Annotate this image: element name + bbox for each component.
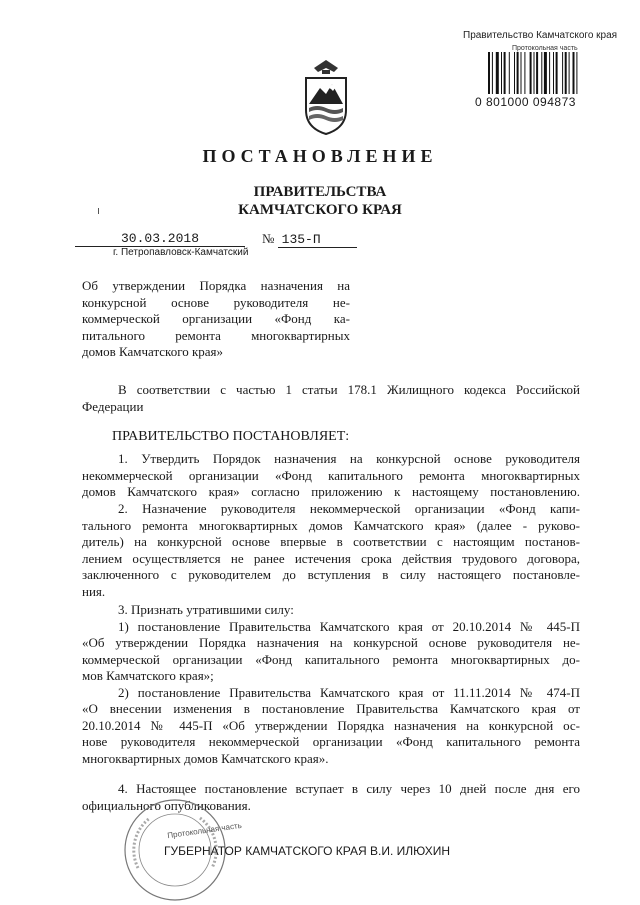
barcode-bar bbox=[536, 52, 538, 94]
header-part-label: Протокольная часть bbox=[512, 45, 578, 52]
barcode-bar bbox=[562, 52, 563, 94]
text-line: многоквартирных домов Камчатского края». bbox=[82, 750, 329, 766]
barcode-bar bbox=[565, 52, 567, 94]
document-number: 135-П bbox=[278, 233, 357, 248]
text-line: тального ремонта многоквартирных домов Камчатского края» (далее - руково- bbox=[82, 517, 580, 533]
text-line: Федерации bbox=[82, 398, 144, 414]
barcode-bar bbox=[576, 52, 577, 94]
barcode-bar bbox=[496, 52, 499, 94]
document-number-field bbox=[262, 232, 357, 248]
paragraph-1 bbox=[82, 451, 580, 501]
barcode-bar bbox=[553, 52, 554, 94]
text-line: нове руководителя некоммерческой организации «Фонд капитального ремонта bbox=[82, 734, 580, 749]
text-line: дитель) на конкурсной основе впервые в соответствии с настоящим постанов- bbox=[82, 534, 580, 549]
barcode-bar bbox=[544, 52, 547, 94]
barcode-bar bbox=[488, 52, 490, 94]
barcode-bar bbox=[517, 52, 519, 94]
document-subject bbox=[82, 278, 350, 361]
city-label: г. Петропавловск-Камчатский bbox=[113, 247, 249, 258]
barcode-bar bbox=[501, 52, 502, 94]
barcode-bar bbox=[541, 52, 542, 94]
barcode bbox=[488, 52, 613, 94]
text-line: 4. Настоящее постановление вступает в силу через 10 дней после дня его bbox=[118, 781, 580, 796]
text-line: домов Камчатского края» согласно приложению к настоящему постановлению. bbox=[82, 484, 580, 499]
paragraph-3 bbox=[82, 602, 580, 767]
number-sign: № bbox=[262, 231, 275, 246]
text-line: 2) постановление Правительства Камчатского края от 11.11.2014 № 474-П bbox=[118, 684, 580, 700]
text-line: 1) постановление Правительства Камчатского края от 20.10.2014 № 445-П bbox=[118, 618, 580, 634]
text-line: мов Камчатского края»; bbox=[82, 668, 214, 683]
barcode-number: 0 801000 094873 bbox=[475, 95, 576, 109]
barcode-bar bbox=[521, 52, 522, 94]
barcode-bar bbox=[573, 52, 575, 94]
text-line: 20.10.2014 № 445-П «Об утверждении Порядка назначения на конкурсной ос- bbox=[82, 717, 580, 733]
subject-line: конкурсной основе руководителя не- bbox=[82, 294, 350, 310]
paragraph-2 bbox=[82, 501, 580, 600]
text-line: 3. Признать утратившими силу: bbox=[118, 602, 294, 617]
margin-mark bbox=[98, 208, 99, 214]
barcode-bar bbox=[534, 52, 535, 94]
text-line: ния. bbox=[82, 583, 106, 599]
subject-line: питального ремонта многоквартирных bbox=[82, 327, 350, 343]
text-line: «О внесении изменения в постановление Правительства Камчатского края от bbox=[82, 701, 580, 716]
barcode-bar bbox=[524, 52, 525, 94]
text-line: 2. Назначение руководителя некоммерческой организации «Фонд капи- bbox=[118, 501, 580, 516]
stamp-label: Протокольная часть bbox=[166, 820, 243, 841]
text-line: коммерческой организации «Фонд капитального ремонта многоквартирных до- bbox=[82, 651, 580, 667]
decree-heading: ПРАВИТЕЛЬСТВО ПОСТАНОВЛЯЕТ: bbox=[112, 429, 350, 444]
barcode-bar bbox=[556, 52, 558, 94]
barcode-bar bbox=[514, 52, 515, 94]
text-line: официального опубликования. bbox=[82, 797, 251, 813]
text-line: В соответствии с частью 1 статьи 178.1 Жилищного кодекса Российской bbox=[118, 382, 580, 397]
document-date: 30.03.2018 bbox=[75, 232, 245, 247]
text-line: заключенного с руководителем до вступления в силу настоящего постановле- bbox=[82, 567, 580, 582]
preamble bbox=[82, 382, 580, 415]
barcode-bar bbox=[509, 52, 510, 94]
subject-line: Об утверждении Порядка назначения на bbox=[82, 278, 350, 293]
text-line: лением осуществляется не ранее истечения срока действия трудового договора, bbox=[82, 550, 580, 566]
signature-block: ГУБЕРНАТОР КАМЧАТСКОГО КРАЯ В.И. ИЛЮХИН bbox=[164, 844, 451, 858]
barcode-bar bbox=[504, 52, 506, 94]
text-line: 1. Утвердить Порядок назначения на конкурсной основе руководителя bbox=[118, 451, 580, 466]
coat-of-arms-emblem bbox=[300, 58, 352, 136]
barcode-bar bbox=[549, 52, 550, 94]
issuer-line-2: КАМЧАТСКОГО КРАЯ bbox=[238, 202, 402, 218]
text-line: «Об утверждении Порядка назначения на конкурсной основе руководителя не- bbox=[82, 635, 580, 650]
header-organization: Правительство Камчатского края bbox=[463, 30, 618, 41]
barcode-bar bbox=[530, 52, 532, 94]
document-type-title: ПОСТАНОВЛЕНИЕ bbox=[202, 146, 438, 166]
issuer-line-1: ПРАВИТЕЛЬСТВА bbox=[253, 184, 387, 200]
text-line: некоммерческой организации «Фонд капитального ремонта многоквартирных bbox=[82, 467, 580, 483]
subject-line: коммерческой организации «Фонд ка- bbox=[82, 311, 350, 326]
barcode-bar bbox=[569, 52, 570, 94]
barcode-bar bbox=[492, 52, 493, 94]
subject-line: домов Камчатского края» bbox=[82, 344, 224, 359]
